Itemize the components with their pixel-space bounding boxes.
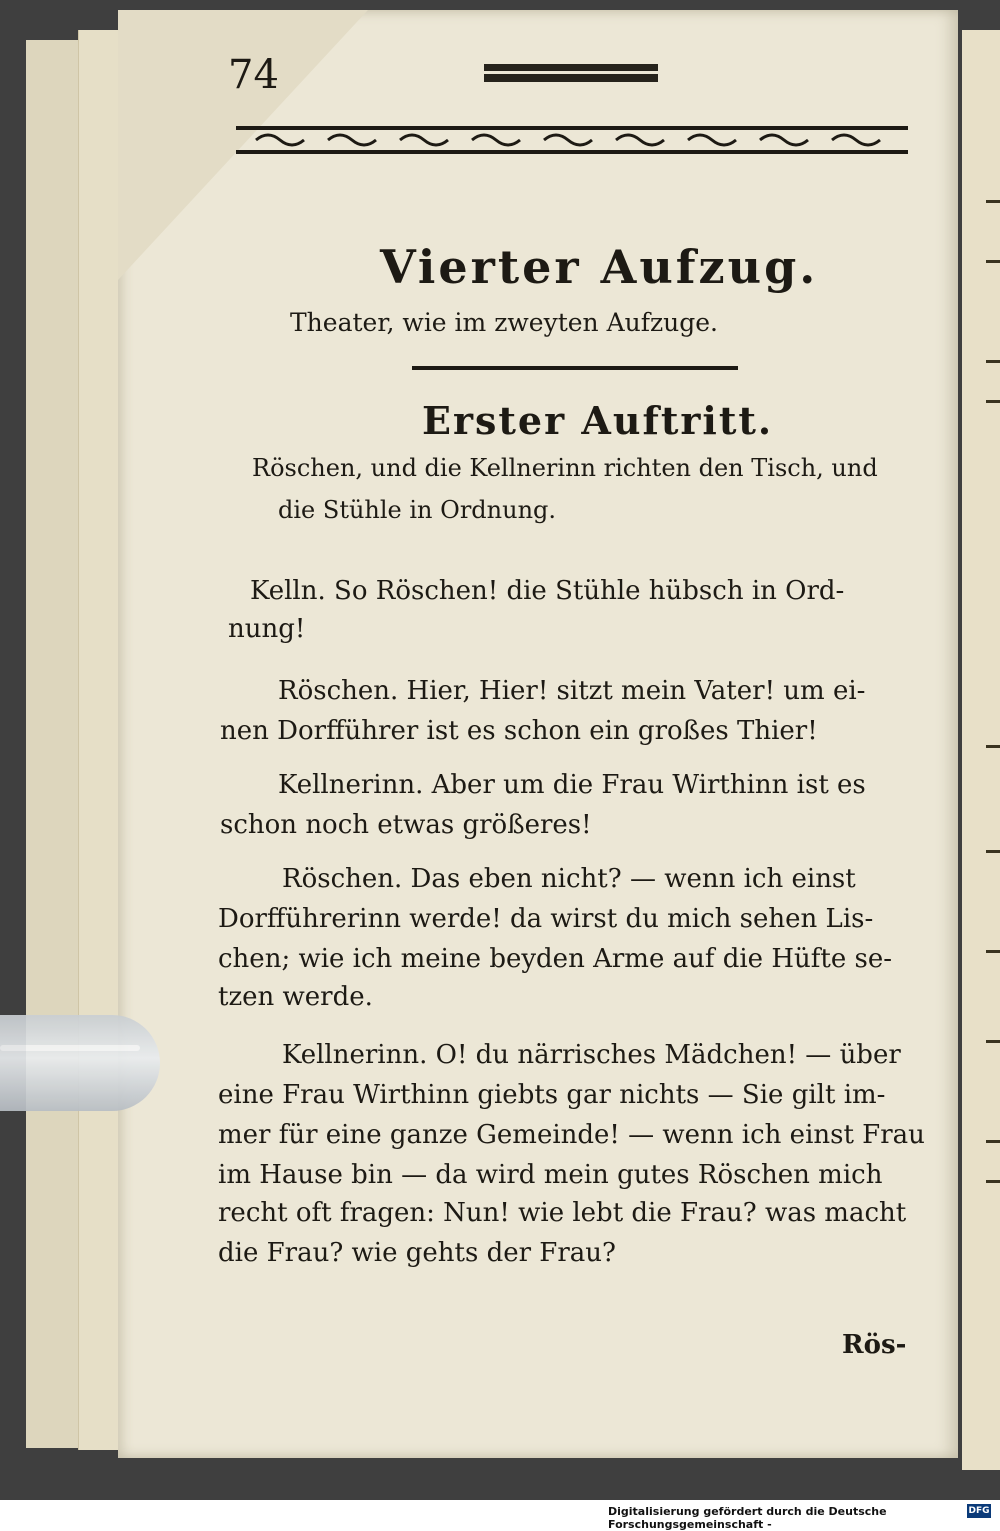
speech-line: tzen werde. bbox=[218, 982, 373, 1012]
speech-line: nung! bbox=[228, 614, 306, 644]
speech-line: chen; wie ich meine beyden Arme auf die Hüfte se- bbox=[218, 944, 892, 974]
header-rule bbox=[484, 64, 658, 82]
speech-line: schon noch etwas größeres! bbox=[220, 810, 592, 840]
speech-line: Kellnerinn. O! du närrisches Mädchen! — über bbox=[282, 1040, 901, 1070]
speech-line: die Frau? wie gehts der Frau? bbox=[218, 1238, 616, 1268]
catchword: Rös- bbox=[842, 1330, 907, 1360]
speech-line: Röschen. Hier, Hier! sitzt mein Vater! um ei- bbox=[278, 676, 866, 706]
facing-page-edge bbox=[962, 30, 1000, 1470]
stage-setting: Theater, wie im zweyten Aufzuge. bbox=[290, 308, 719, 337]
ornamental-border bbox=[236, 122, 908, 158]
dfg-credit: Digitalisierung gefördert durch die Deutsche Forschungsgemeinschaft - bbox=[608, 1505, 887, 1531]
act-title: Vierter Aufzug. bbox=[380, 240, 819, 294]
title-rule bbox=[412, 366, 738, 370]
stage-direction-line: Röschen, und die Kellnerinn richten den Tisch, und bbox=[252, 454, 878, 482]
speech-line: im Hause bin — da wird mein gutes Röschen mich bbox=[218, 1160, 883, 1190]
speech-line: recht oft fragen: Nun! wie lebt die Frau? was macht bbox=[218, 1198, 907, 1228]
speech-line: mer für eine ganze Gemeinde! — wenn ich einst Frau bbox=[218, 1120, 925, 1150]
speech-line: eine Frau Wirthinn giebts gar nichts — Sie gilt im- bbox=[218, 1080, 886, 1110]
speech-line: Kelln. So Röschen! die Stühle hübsch in Ord- bbox=[250, 576, 845, 606]
page-number: 74 bbox=[228, 52, 279, 98]
speech-line: Dorfführerinn werde! da wirst du mich sehen Lis- bbox=[218, 904, 874, 934]
book-page-stack bbox=[78, 30, 122, 1450]
dfg-logo: DFG bbox=[968, 1506, 990, 1516]
clip-holder bbox=[0, 1015, 160, 1111]
speech-line: Röschen. Das eben nicht? — wenn ich einst bbox=[282, 864, 856, 894]
stage-direction-line: die Stühle in Ordnung. bbox=[278, 496, 557, 524]
speech-line: Kellnerinn. Aber um die Frau Wirthinn ist es bbox=[278, 770, 866, 800]
scene-title: Erster Auftritt. bbox=[422, 398, 774, 443]
speech-line: nen Dorfführer ist es schon ein großes Thier! bbox=[220, 716, 818, 746]
